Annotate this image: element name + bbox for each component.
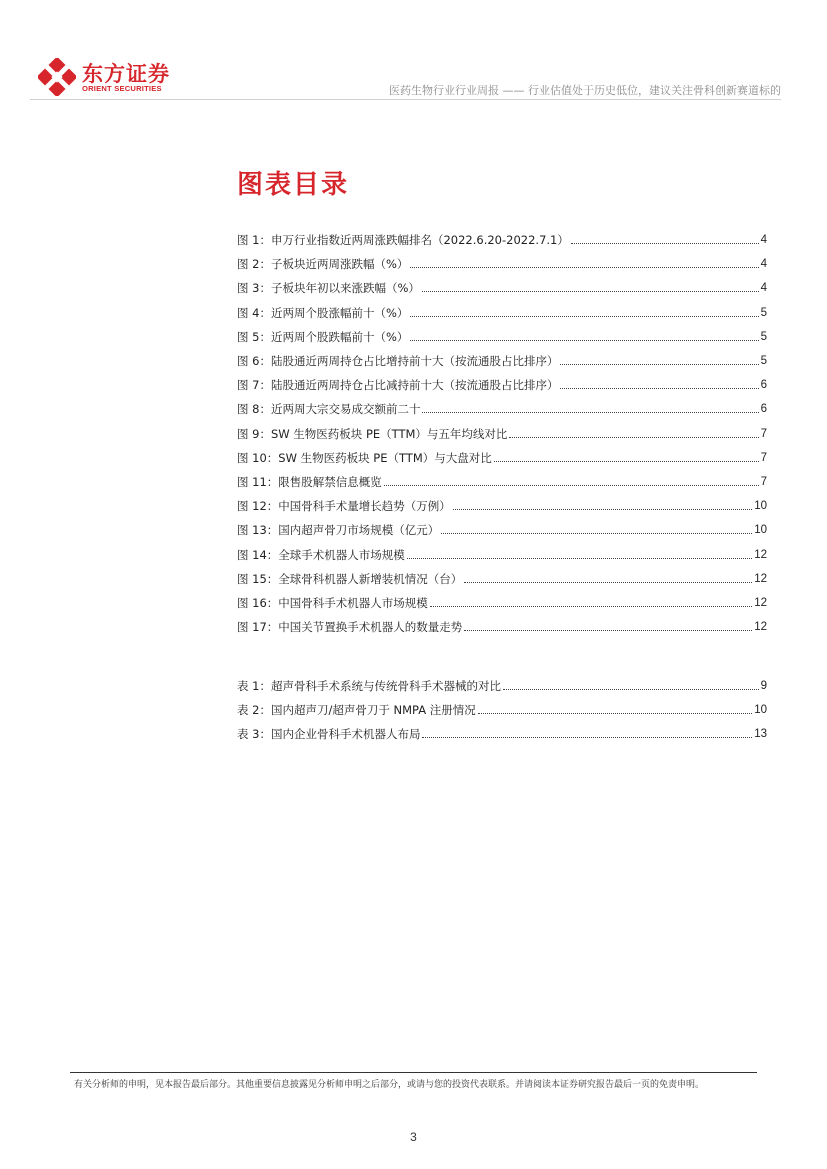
logo-chinese-name: 东方证券 — [82, 62, 170, 86]
figure-entry-label: 图 6：陆股通近两周持仓占比增持前十大（按流通股占比排序） — [237, 354, 559, 368]
dot-leader — [503, 689, 759, 690]
dot-leader — [560, 388, 758, 389]
figure-entry[interactable] — [237, 353, 767, 369]
dot-leader — [560, 364, 758, 365]
figure-entry-label: 图 12：中国骨科手术量增长趋势（万例） — [237, 499, 451, 514]
figure-entry[interactable] — [237, 377, 767, 393]
figure-entry[interactable] — [237, 619, 767, 635]
figure-entry-label: 图 17：中国关节置换手术机器人的数量走势 — [237, 620, 463, 635]
figure-entry-page-number: 7 — [760, 476, 767, 488]
figure-entry[interactable] — [237, 280, 767, 296]
figure-entry-page-number: 6 — [760, 403, 767, 416]
figure-entry[interactable] — [237, 522, 767, 538]
figure-entry-page-number: 5 — [760, 306, 767, 319]
toc-title: 图表目录 — [237, 170, 350, 200]
figure-entry-page-number: 7 — [760, 451, 767, 464]
footer-divider — [70, 1072, 757, 1073]
figure-entry-label: 图 15：全球骨科机器人新增装机情况（台） — [237, 571, 463, 586]
figure-entry-label: 图 9：SW 生物医药板块 PE（TTM）与五年均线对比 — [237, 426, 508, 441]
figure-entry-label: 图 11：限售股解禁信息概览 — [237, 475, 382, 489]
figure-entry[interactable] — [237, 547, 767, 563]
footer-disclaimer: 有关分析师的申明，见本报告最后部分。其他重要信息披露见分析师申明之后部分，或请与您的投资代表联系。并请阅读本证券研究报告最后一页的免责申明。 — [74, 1080, 705, 1090]
figure-entry[interactable] — [237, 474, 767, 490]
table-entry-label: 表 3：国内企业骨科手术机器人布局 — [237, 727, 421, 742]
company-logo — [38, 56, 178, 96]
figure-entry-page-number: 4 — [760, 258, 767, 271]
figure-entry-label: 图 7：陆股通近两周持仓占比减持前十大（按流通股占比排序） — [237, 378, 559, 393]
dot-leader — [571, 243, 759, 244]
table-entry-page-number: 9 — [760, 680, 767, 692]
dot-leader — [384, 485, 759, 486]
figure-entry-page-number: 4 — [760, 282, 767, 295]
figure-entry-label: 图 4：近两周个股涨幅前十（%） — [237, 305, 409, 320]
figure-entry-label: 图 5：近两周个股跌幅前十（%） — [237, 329, 409, 344]
dot-leader — [430, 606, 752, 607]
figure-entry[interactable] — [237, 401, 767, 417]
table-entry[interactable] — [237, 726, 767, 742]
dot-leader — [453, 509, 752, 510]
dot-leader — [410, 316, 758, 317]
dot-leader — [478, 713, 752, 714]
figure-entry-page-number: 6 — [760, 379, 767, 392]
dot-leader — [410, 267, 758, 268]
dot-leader — [407, 558, 752, 559]
figure-entry-page-number: 12 — [754, 572, 767, 585]
figure-entry-label: 图 8：近两周大宗交易成交额前二十 — [237, 402, 421, 417]
figure-entry-label: 图 16：中国骨科手术机器人市场规模 — [237, 596, 428, 610]
figure-entry[interactable] — [237, 498, 767, 514]
figure-entry-page-number: 7 — [760, 427, 767, 440]
table-entry[interactable] — [237, 678, 767, 694]
figure-entry-label: 图 13：国内超声骨刀市场规模（亿元） — [237, 523, 440, 538]
dot-leader — [422, 291, 759, 292]
figure-entry-label: 图 2：子板块近两周涨跌幅（%） — [237, 257, 409, 272]
figure-entry[interactable] — [237, 256, 767, 272]
table-entry-page-number: 10 — [754, 704, 767, 717]
orient-logo-icon — [38, 58, 76, 96]
figure-entry-page-number: 5 — [760, 355, 767, 367]
figure-entry[interactable] — [237, 232, 767, 248]
figure-entry-label: 图 10：SW 生物医药板块 PE（TTM）与大盘对比 — [237, 450, 492, 465]
page-number: 3 — [410, 1130, 417, 1144]
figure-entry[interactable] — [237, 571, 767, 587]
figure-entry-label: 图 3：子板块年初以来涨跌幅（%） — [237, 281, 420, 296]
header-divider — [30, 99, 781, 100]
dot-leader — [464, 630, 752, 631]
figure-entry[interactable] — [237, 450, 767, 466]
table-entry[interactable] — [237, 702, 767, 718]
figure-entry[interactable] — [237, 305, 767, 321]
figure-entry-label: 图 1：申万行业指数近两周涨跌幅排名（2022.6.20-2022.7.1） — [237, 233, 569, 247]
dot-leader — [422, 412, 758, 413]
dot-leader — [494, 461, 759, 462]
dot-leader — [464, 582, 752, 583]
logo-english-name: ORIENT SECURITIES — [82, 84, 162, 93]
figure-entry-label: 图 14：全球手术机器人市场规模 — [237, 547, 405, 562]
table-entry-label: 表 2：国内超声刀/超声骨刀于 NMPA 注册情况 — [237, 703, 476, 718]
figure-entry-page-number: 10 — [754, 500, 767, 513]
dot-leader — [422, 737, 752, 738]
figure-entry-page-number: 5 — [760, 330, 767, 343]
report-title: 医药生物行业行业周报 —— 行业估值处于历史低位，建议关注骨科创新赛道标的 — [389, 84, 781, 97]
table-entry-label: 表 1：超声骨科手术系统与传统骨科手术器械的对比 — [237, 679, 501, 693]
figure-entry-page-number: 12 — [754, 548, 767, 561]
dot-leader — [410, 340, 758, 341]
figure-entry-page-number: 12 — [754, 621, 767, 634]
figure-entry-page-number: 12 — [754, 597, 767, 609]
dot-leader — [509, 437, 758, 438]
figure-entry[interactable] — [237, 595, 767, 611]
figure-entry[interactable] — [237, 329, 767, 345]
figure-entry-page-number: 10 — [754, 524, 767, 537]
dot-leader — [441, 533, 752, 534]
figure-entry[interactable] — [237, 426, 767, 442]
figure-entry-page-number: 4 — [760, 234, 767, 246]
table-entry-page-number: 13 — [754, 728, 767, 741]
